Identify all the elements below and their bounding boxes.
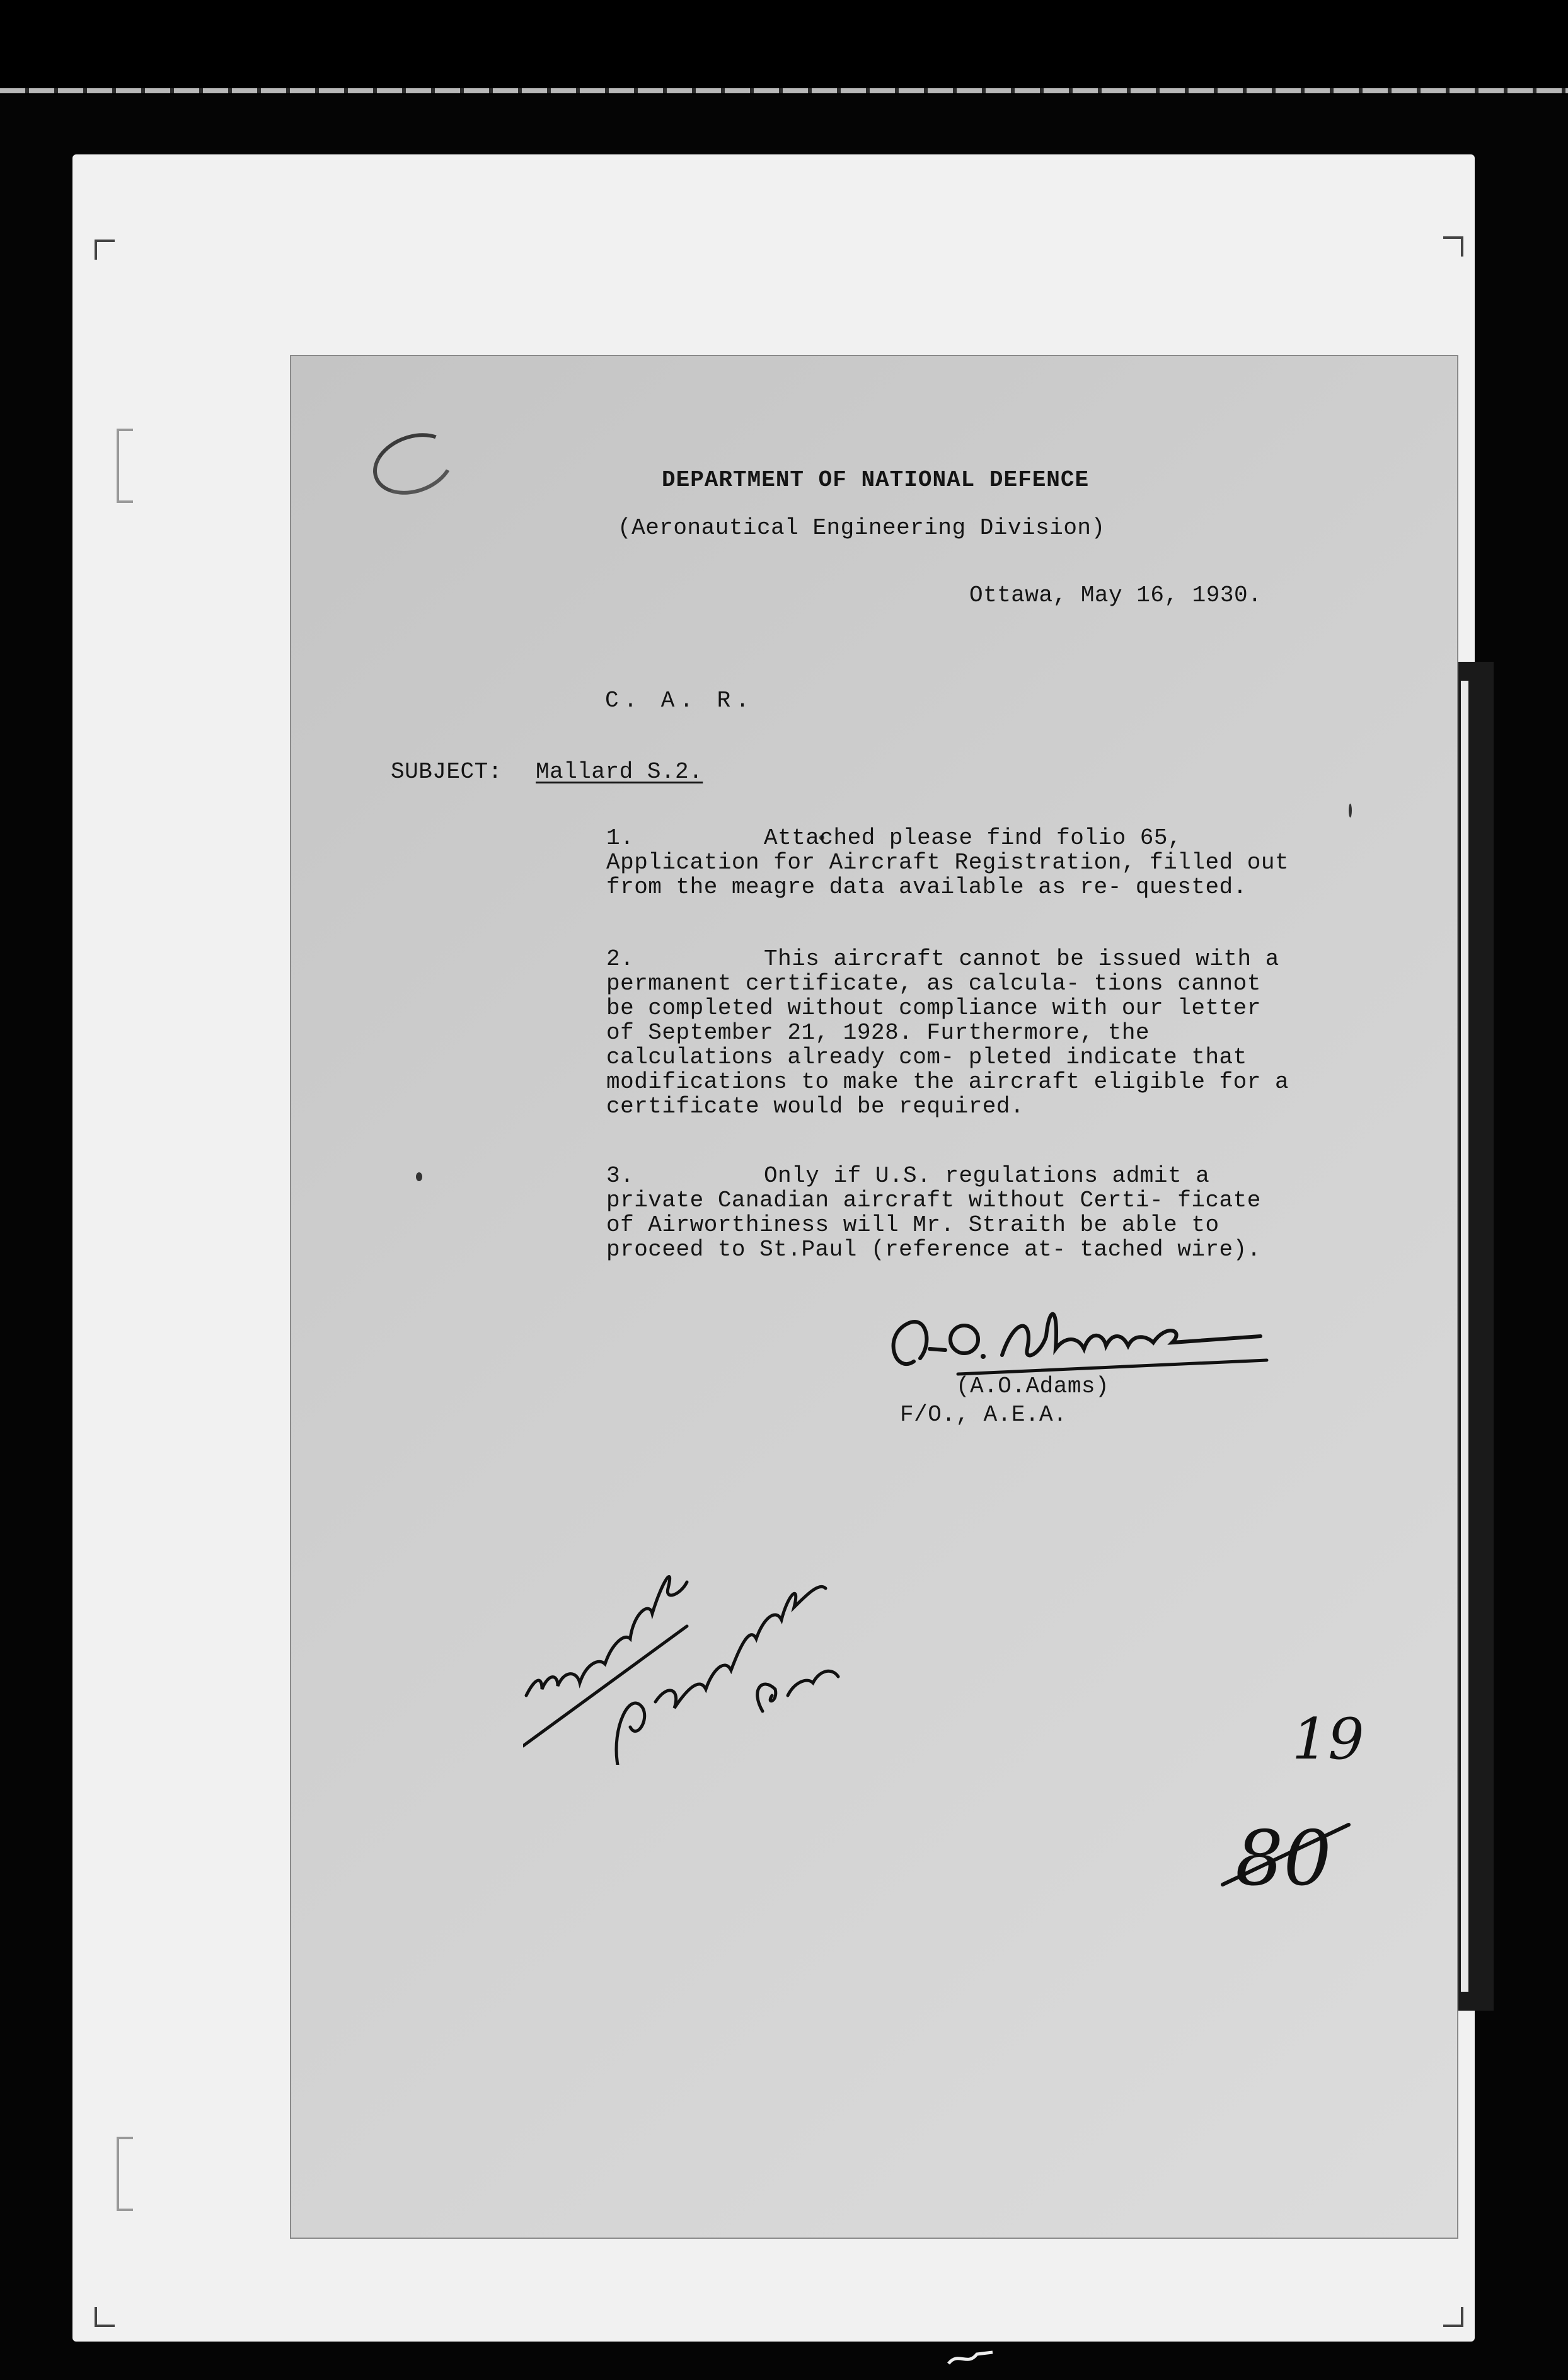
paragraph-number: 1.	[606, 825, 635, 851]
paragraph-number: 3.	[606, 1163, 635, 1189]
letterhead-department: DEPARTMENT OF NATIONAL DEFENCE	[662, 467, 1090, 493]
dust-speck	[416, 1172, 422, 1181]
folio-number-annotation	[1216, 1714, 1374, 1903]
folio-new-number: 19	[1292, 1714, 1364, 1772]
subject-value: Mallard S.2.	[536, 759, 703, 785]
side-bracket-upper	[117, 429, 133, 503]
paragraph-number: 2.	[606, 946, 635, 972]
signature-title: F/O., A.E.A.	[900, 1402, 1068, 1428]
paragraph-2	[606, 947, 1300, 1119]
film-strip-top	[0, 0, 1568, 95]
corner-mark-bottom-left	[95, 2307, 115, 2327]
paragraph-1	[606, 826, 1300, 899]
paragraph-3	[606, 1164, 1300, 1262]
signature-typed-name: (A.O.Adams)	[956, 1373, 1110, 1399]
paragraph-text: Attached please find folio 65, Application for Aircraft Registration, filled out from the meagre data available as re- quested.	[606, 825, 1289, 900]
letterhead-division: (Aeronautical Engineering Division)	[618, 515, 1105, 541]
paragraph-text: This aircraft cannot be issued with a permanent certificate, as calcula- tions cannot be completed without compliance with our letter of September 21, 1928. Furthermore, the calculations already com- pleted indicate that modifications to make the aircraft eligible for a certificate would be required.	[606, 946, 1289, 1119]
corner-mark-bottom-right	[1443, 2307, 1463, 2327]
dust-speck	[1349, 804, 1352, 817]
corner-mark-top-right	[1443, 236, 1463, 257]
addressee: C. A. R.	[605, 688, 754, 713]
corner-mark-top-left	[95, 240, 115, 260]
date-line: Ottawa, May 16, 1930.	[969, 582, 1262, 608]
bottom-edge-mark	[945, 2345, 996, 2370]
handwritten-signature	[870, 1280, 1279, 1380]
handwritten-note	[523, 1488, 876, 1765]
paragraph-text: Only if U.S. regulations admit a private Canadian aircraft without Certi- ficate of Airworthiness will Mr. Straith be able to proceed to St.Paul (reference at- tached wire).	[606, 1163, 1261, 1262]
subject-label: SUBJECT:	[391, 759, 502, 785]
side-bracket-lower	[117, 2137, 133, 2211]
right-edge-tab-inner	[1461, 681, 1468, 1992]
film-edge-line	[0, 88, 1568, 93]
folio-old-number: 80	[1235, 1815, 1332, 1903]
